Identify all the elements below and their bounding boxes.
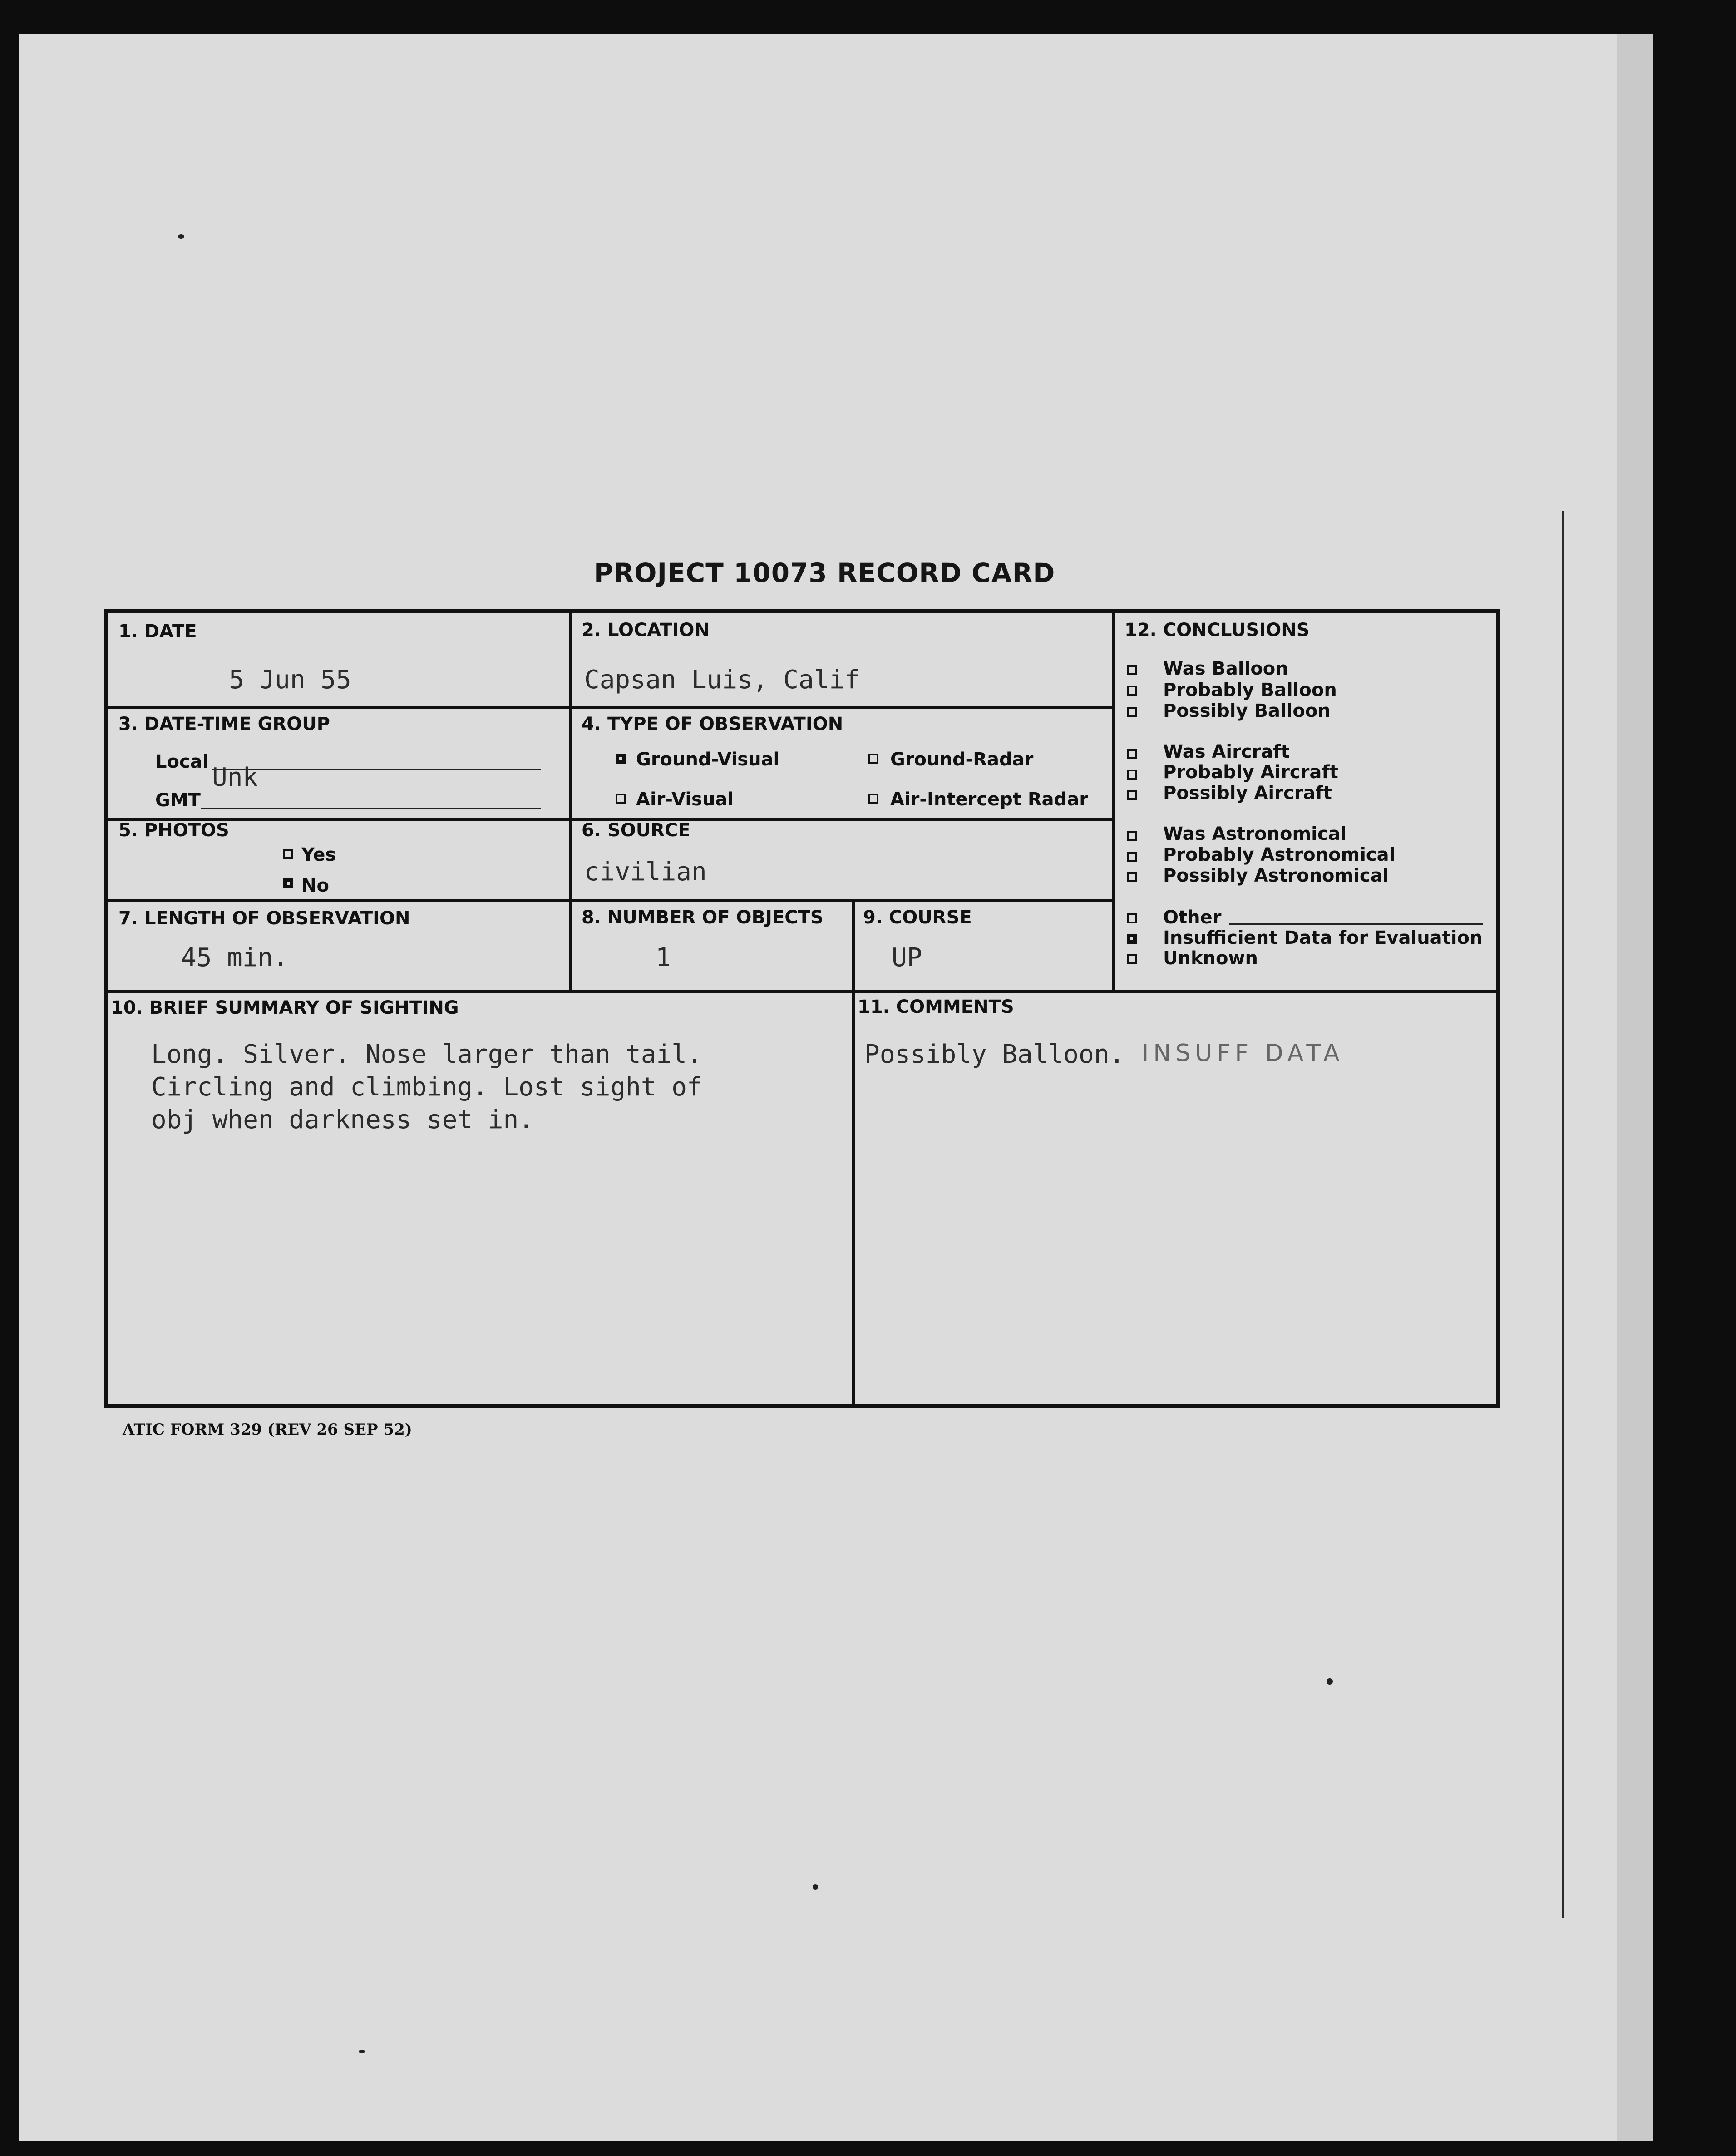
conclusion-label: Possibly Balloon: [1163, 701, 1331, 721]
conclusion-label: Was Astronomical: [1163, 824, 1347, 844]
divider: [108, 706, 1112, 709]
air-intercept-radar-checkbox[interactable]: [868, 794, 878, 804]
conclusions-list: [1127, 613, 1490, 990]
comments-header: 11. COMMENTS: [858, 997, 1014, 1017]
date-time-group-header: 3. DATE-TIME GROUP: [118, 714, 330, 735]
page-edge: [1617, 34, 1653, 2141]
course-header: 9. COURSE: [863, 907, 972, 928]
length-of-observation-header: 7. LENGTH OF OBSERVATION: [118, 908, 410, 929]
conclusions-header: 12. CONCLUSIONS: [1124, 620, 1310, 641]
other-underline: [1229, 923, 1483, 925]
divider: [569, 613, 572, 990]
date-value: 5 Jun 55: [229, 665, 351, 695]
date-header: 1. DATE: [118, 621, 197, 642]
ground-radar-checkbox[interactable]: [868, 754, 878, 764]
summary-text: [151, 1038, 702, 1136]
type-of-observation-header: 4. TYPE OF OBSERVATION: [582, 714, 843, 735]
insufficient-data-checkbox[interactable]: [1127, 934, 1137, 944]
summary-line: Circling and climbing. Lost sight of: [151, 1072, 702, 1102]
possibly-aircraft-checkbox[interactable]: [1127, 790, 1137, 800]
comments-value: Possibly Balloon.: [864, 1040, 1125, 1069]
air-visual-checkbox[interactable]: [616, 794, 626, 804]
divider: [108, 899, 1112, 902]
photos-no-label: No: [301, 875, 329, 896]
photos-yes-checkbox[interactable]: [283, 849, 293, 859]
handwritten-note: INSUFF DATA: [1142, 1040, 1344, 1067]
ground-visual-checkbox[interactable]: [616, 754, 626, 764]
summary-line: obj when darkness set in.: [151, 1105, 534, 1135]
number-of-objects-value: 1: [656, 943, 671, 972]
unknown-checkbox[interactable]: [1127, 954, 1137, 964]
probably-astronomical-checkbox[interactable]: [1127, 852, 1137, 862]
conclusion-label: Probably Astronomical: [1163, 844, 1396, 865]
course-value: UP: [892, 943, 922, 972]
summary-line: Long. Silver. Nose larger than tail.: [151, 1040, 702, 1069]
dust-speck: [813, 1884, 818, 1890]
conclusion-label: Possibly Aircraft: [1163, 783, 1332, 804]
photos-header: 5. PHOTOS: [118, 820, 229, 841]
conclusion-label: Probably Balloon: [1163, 680, 1337, 701]
probably-balloon-checkbox[interactable]: [1127, 686, 1137, 696]
ground-visual-label: Ground-Visual: [636, 749, 780, 770]
conclusion-label: Unknown: [1163, 948, 1258, 969]
dust-speck: [359, 2050, 365, 2053]
gmt-underline: [201, 808, 541, 809]
conclusion-label: Was Balloon: [1163, 658, 1288, 679]
form-number: ATIC FORM 329 (REV 26 SEP 52): [123, 1421, 412, 1439]
record-card: [104, 609, 1500, 1408]
source-header: 6. SOURCE: [582, 820, 690, 841]
was-astronomical-checkbox[interactable]: [1127, 831, 1137, 841]
air-intercept-radar-label: Air-Intercept Radar: [890, 789, 1088, 810]
date-time-group-value: Unk: [212, 763, 258, 792]
possibly-astronomical-checkbox[interactable]: [1127, 872, 1137, 882]
conclusion-label: Was Aircraft: [1163, 741, 1290, 762]
page-fold-line: [1562, 511, 1564, 1918]
photos-yes-label: Yes: [301, 844, 336, 865]
local-underline: [212, 769, 541, 770]
divider: [852, 899, 855, 990]
dust-speck: [178, 234, 184, 239]
conclusion-label: Insufficient Data for Evaluation: [1163, 928, 1483, 948]
source-value: civilian: [584, 857, 707, 887]
dust-speck: [1327, 1678, 1333, 1685]
was-balloon-checkbox[interactable]: [1127, 665, 1137, 675]
location-value: Capsan Luis, Calif: [584, 665, 860, 695]
card-title: PROJECT 10073 RECORD CARD: [594, 558, 1055, 588]
length-of-observation-value: 45 min.: [181, 943, 289, 972]
air-visual-label: Air-Visual: [636, 789, 734, 810]
ground-radar-label: Ground-Radar: [890, 749, 1034, 770]
other-checkbox[interactable]: [1127, 913, 1137, 923]
summary-header: 10. BRIEF SUMMARY OF SIGHTING: [111, 997, 459, 1018]
photos-no-checkbox[interactable]: [283, 878, 293, 888]
number-of-objects-header: 8. NUMBER OF OBJECTS: [582, 907, 824, 928]
was-aircraft-checkbox[interactable]: [1127, 749, 1137, 759]
local-label: Local: [155, 751, 209, 772]
conclusion-label: Possibly Astronomical: [1163, 865, 1389, 886]
location-header: 2. LOCATION: [582, 620, 710, 641]
conclusion-label: Probably Aircraft: [1163, 762, 1338, 783]
gmt-label: GMT: [155, 790, 201, 811]
divider: [108, 990, 1496, 993]
possibly-balloon-checkbox[interactable]: [1127, 707, 1137, 717]
divider: [1112, 613, 1115, 990]
probably-aircraft-checkbox[interactable]: [1127, 770, 1137, 780]
conclusion-label: Other: [1163, 907, 1222, 928]
